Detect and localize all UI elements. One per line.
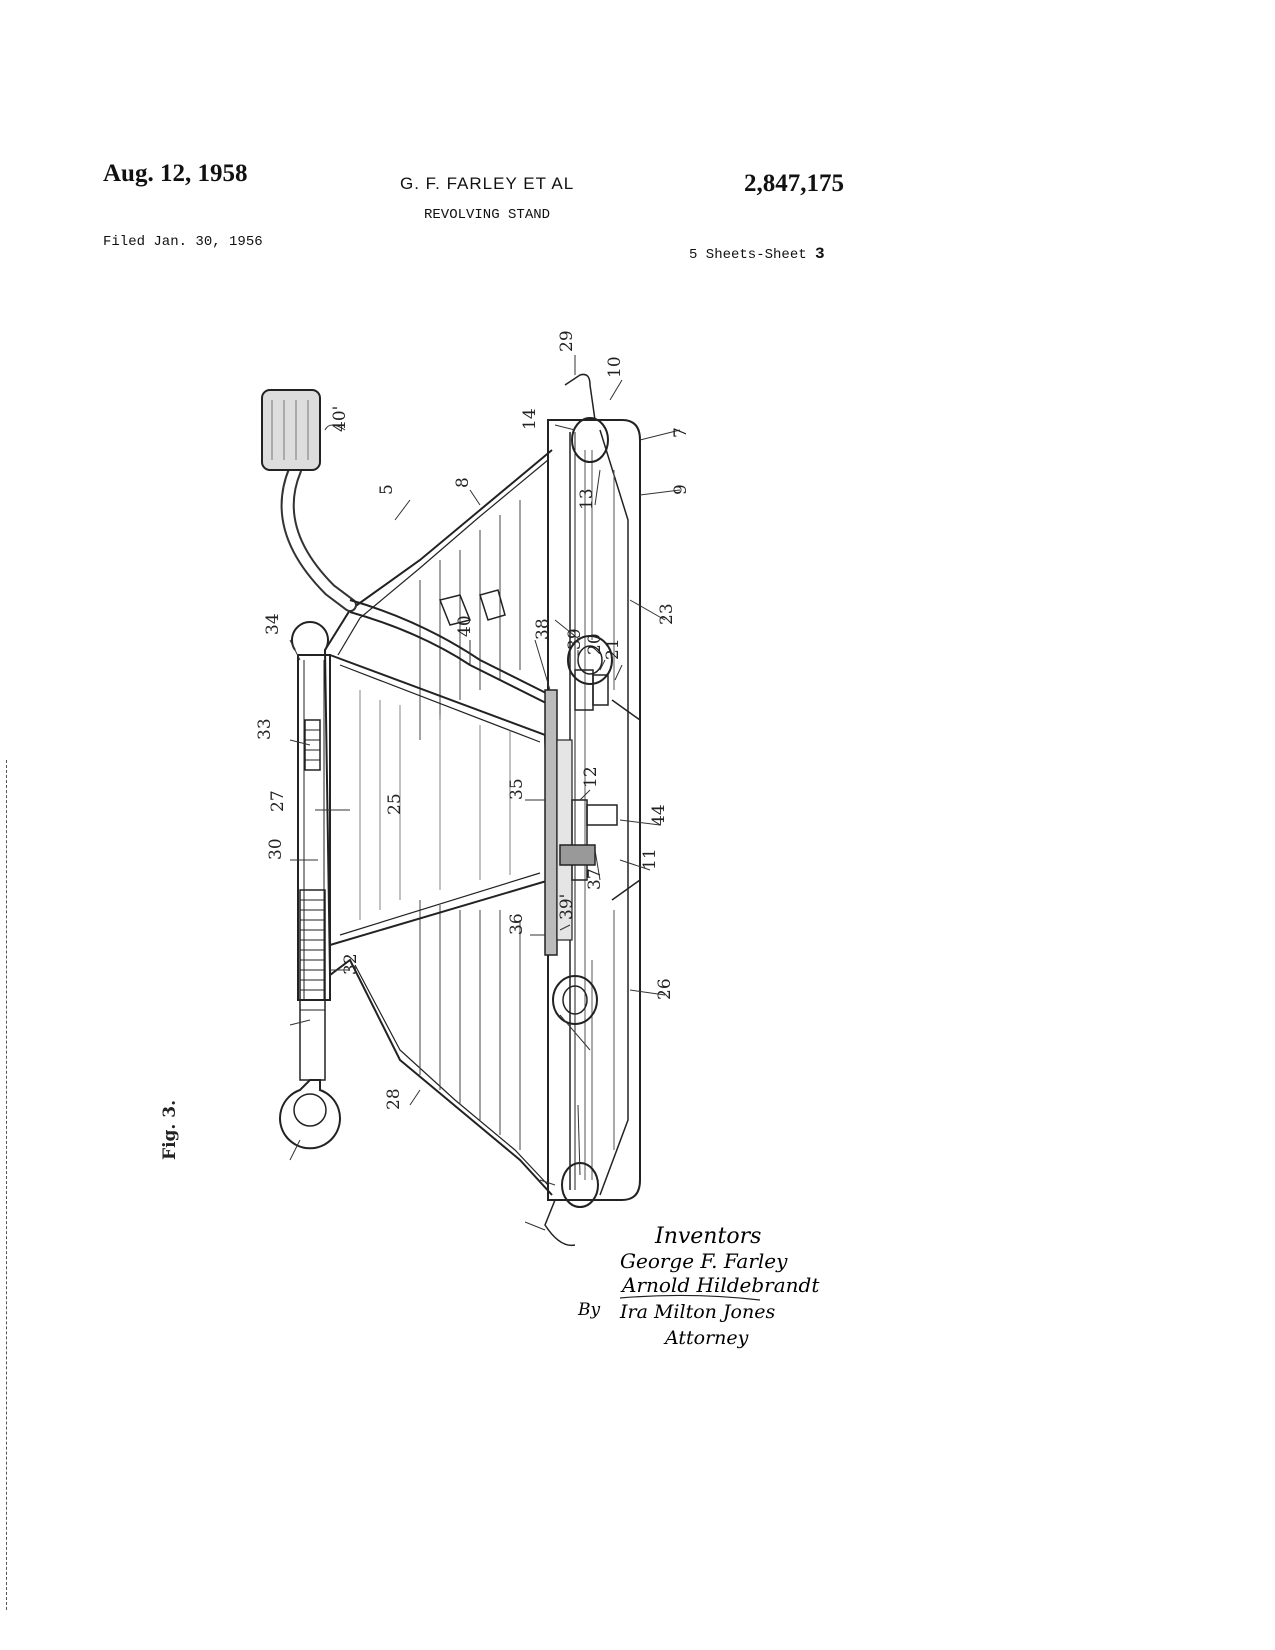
reference-numeral: 7	[671, 427, 691, 438]
reference-numeral: 23	[657, 603, 677, 625]
reference-numeral: 8	[453, 477, 473, 488]
power-plug	[262, 390, 320, 470]
filing-date: Filed Jan. 30, 1956	[103, 234, 263, 250]
reference-numeral: 25	[385, 793, 405, 815]
reference-numeral: 40	[455, 615, 475, 637]
figure-caption: Fig. 3.	[160, 1100, 180, 1160]
reference-numeral: 10	[605, 356, 625, 378]
reference-numeral: 9	[671, 484, 691, 495]
signature-by: By	[578, 1300, 601, 1320]
patent-date: Aug. 12, 1958	[103, 160, 248, 187]
reference-numeral: 32	[341, 953, 361, 975]
reference-numeral: 14	[520, 408, 540, 430]
reference-numeral: 39'	[557, 893, 577, 920]
reference-numeral: 38	[533, 618, 553, 640]
reference-numeral: 29	[557, 330, 577, 352]
signature-block	[577, 1224, 820, 1349]
sheet-prefix: 5 Sheets-Sheet	[689, 247, 807, 263]
reference-numeral: 20	[585, 633, 605, 655]
reference-numeral: 39	[565, 628, 585, 650]
signature-attorney-name: Ira Milton Jones	[620, 1301, 776, 1323]
reference-numeral: 28	[384, 1088, 404, 1110]
reference-numeral: 26	[655, 978, 675, 1000]
reference-numeral: 40'	[330, 405, 350, 432]
signature-heading: Inventors	[655, 1224, 762, 1249]
reference-numeral: 13	[577, 488, 597, 510]
reference-numeral: 5	[377, 484, 397, 495]
reference-numeral: 12	[581, 766, 601, 788]
patent-title: REVOLVING STAND	[424, 207, 551, 223]
reference-numeral: 34	[263, 613, 283, 635]
reference-numeral: 36	[507, 913, 527, 935]
signature-inventor-2: Arnold Hildebrandt	[622, 1273, 820, 1297]
patent-number: 2,847,175	[744, 170, 844, 197]
sheet-number: 3	[815, 245, 825, 263]
hook-eye	[280, 1080, 340, 1148]
reference-numeral: 11	[640, 848, 660, 870]
reference-numeral: 30	[266, 838, 286, 860]
reference-numeral: 35	[507, 778, 527, 800]
housing-upper	[325, 450, 552, 1195]
signature-attorney-label: Attorney	[665, 1327, 749, 1349]
reference-numeral: 21	[603, 638, 623, 660]
inventor-names: G. F. FARLEY ET AL	[400, 174, 575, 193]
turntable-plate	[545, 690, 557, 955]
signature-inventor-1: George F. Farley	[620, 1249, 788, 1273]
reference-numeral: 37	[585, 868, 605, 890]
reference-numeral: 27	[268, 790, 288, 812]
reference-numeral: 44	[649, 804, 669, 826]
reference-numeral: 33	[255, 718, 275, 740]
